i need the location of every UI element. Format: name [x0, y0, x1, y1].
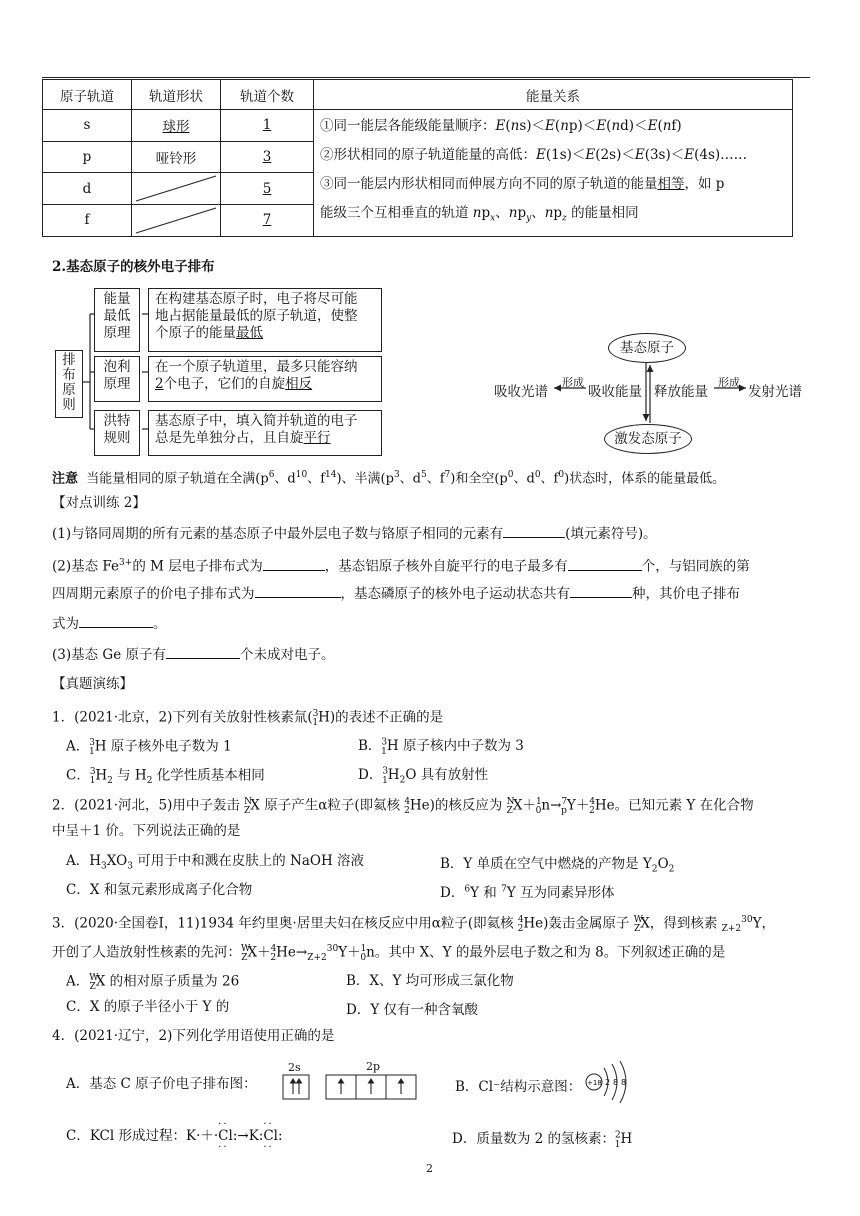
table-row [43, 110, 793, 142]
practice-title: 【对点训练 2】 [52, 495, 146, 511]
exam-q1-option-d: D．$^3_1H_2O$ 具有放射性 [358, 766, 489, 786]
th-count: 轨道个数 [221, 80, 314, 110]
exam-q3-option-b: B．X、Y 均可形成三氯化物 [346, 973, 514, 989]
cell-orbital: f [43, 205, 132, 237]
emit-spectrum-label: 发射光谱 [748, 384, 802, 400]
cell-orbital: d [43, 173, 132, 205]
note-line: 注意 当能量相同的原子轨道在全满($p^6$、$d^{10}$、$f^{14}$)、半满($p^3$、$d^5$、$f^7$)和全空($p^0$、$d^0$、$f^0$)状态时，体系的能量最低。 [52, 470, 726, 487]
table-top-rule [42, 77, 810, 78]
practice-q2c: 式为 。 [52, 616, 167, 632]
orbital-diagram [282, 1073, 442, 1103]
desc-line: 基态原子中，填入简并轨道的电子 [155, 413, 358, 429]
exam-title: 【真题演练】 [52, 676, 133, 692]
exam-q4-option-b: B．Cl⁻结构示意图： [455, 1079, 582, 1095]
cell-count: 1 [262, 117, 272, 134]
exam-q1-option-a: A．$^3_1$H 原子核外电子数为 1 [66, 738, 232, 758]
practice-q3: (3)基态 Ge 原子有 个未成对电子。 [52, 647, 335, 663]
chloride-structure-diagram [582, 1060, 642, 1104]
section-title: 2.基态原子的核外电子排布 [52, 259, 215, 275]
desc-line: 在构建基态原子时，电子将尽可能 [155, 291, 358, 307]
form-label-2: 形成 [718, 376, 740, 389]
exam-q1-stem: 1．(2021·北京，2)下列有关放射性核素氚($^3_1$H)的表述不正确的是 [52, 709, 444, 729]
practice-q1: (1)与铬同周期的所有元素的基态原子中最外层电子数与铬原子相同的元素有 (填元素符号)。 [52, 526, 657, 542]
energy-relations-cell [314, 110, 793, 237]
release-energy-label: 释放能量 [654, 384, 708, 400]
cell-shape-empty [132, 205, 221, 237]
th-orbital: 原子轨道 [43, 80, 132, 110]
ground-state-node: 基态原子 [608, 333, 686, 363]
cell-shape-empty [132, 173, 221, 205]
svg-text:+18: +18 [587, 1079, 602, 1087]
page-number: 2 [426, 1162, 433, 1175]
desc-line: 地占据能量最低的原子轨道，使整 [155, 308, 358, 324]
exam-q3-option-a: A．$^W_Z$X 的相对原子质量为 26 [66, 973, 240, 993]
exam-q2-option-d: D．$^6$Y 和 $^7$Y 互为同素异形体 [440, 884, 615, 901]
excited-state-node: 激发态原子 [604, 424, 692, 454]
absorb-energy-label: 吸收能量 [588, 384, 642, 400]
desc-line: 个原子的能量最低 [155, 325, 263, 341]
cell-shape: 哑铃形 [132, 141, 221, 173]
practice-q2a: (2)基态 $Fe^{3+}$的 M 层电子排布式为 ，基态铝原子核外自旋平行的电子最多有 个，与铝同族的第 [52, 558, 750, 575]
energy-line-4: 能级三个互相垂直的轨道 $np_x$、$np_y$、$np_z$ 的能量相同 [320, 205, 639, 224]
exam-q1-option-b: B．$^3_1$H 原子核内中子数为 3 [358, 737, 524, 757]
exam-q3-option-c: C．X 的原子半径小于 Y 的 [66, 999, 230, 1015]
exam-q3-stem-1: 3．(2020·全国卷Ⅰ，11)1934 年约里奥·居里夫妇在核反应中用α粒子(即氦核 $^4_2$He)轰击金属原子 $^W_Z$X，得到核素 $_{Z+2}^{30}$Y， [52, 915, 776, 935]
cell-count: 3 [262, 149, 272, 165]
desc-line: 总是先单独分占，且自旋平行 [155, 430, 331, 446]
energy-line-2: ②形状相同的原子轨道能量的高低：E(1s)＜E(2s)＜E(3s)＜E(4s)…… [320, 147, 748, 163]
svg-text:8: 8 [613, 1078, 619, 1087]
exam-q4-stem: 4．(2021·辽宁，2)下列化学用语使用正确的是 [52, 1028, 335, 1044]
th-energy: 能量关系 [314, 80, 793, 110]
cell-orbital: s [43, 110, 132, 142]
exam-q2-option-c: C．X 和氢元素形成离子化合物 [66, 882, 253, 898]
exam-q3-option-d: D．Y 仅有一种含氧酸 [346, 1002, 479, 1018]
exam-q2-option-b: B．Y 单质在空气中燃烧的产物是 $Y_2O_2$ [440, 856, 675, 875]
diagonal-line [132, 174, 220, 203]
note-label: 注意 [52, 471, 79, 487]
energy-line-1: ①同一能层各能级能量顺序：E(ns)＜E(np)＜E(nd)＜E(nf) [320, 118, 682, 134]
orbital-2s-label: 2s [288, 1061, 301, 1074]
desc-line: 在一个原子轨道里，最多只能容纳 [155, 359, 358, 375]
exam-q4-option-d: D．质量数为 2 的氢核素：$^2_1$H [452, 1130, 633, 1150]
table-header-row [43, 80, 793, 110]
cell-count: 7 [262, 212, 272, 229]
cell-shape: 球形 [162, 119, 190, 136]
desc-line: 2个电子，它们的自旋相反 [155, 376, 313, 392]
practice-q2b: 四周期元素原子的价电子排布式为 ，基态磷原子的核外电子运动状态共有 种，其价电子排布 [52, 586, 740, 602]
cell-count: 5 [262, 180, 272, 197]
th-shape: 轨道形状 [132, 80, 221, 110]
principle-desc-1 [148, 288, 382, 352]
exam-q1-option-c: C．$^3_1H_2$ 与 $H_2$ 化学性质基本相同 [66, 767, 265, 787]
absorb-spectrum-label: 吸收光谱 [494, 384, 548, 400]
form-label-1: 形成 [562, 376, 584, 389]
svg-text:2: 2 [605, 1078, 611, 1087]
orbital-2p-label: 2p [366, 1060, 381, 1073]
exam-q2-stem-2: 中呈＋1 价。下列说法正确的是 [52, 823, 241, 839]
exam-q4-option-a: A．基态 C 原子价电子排布图： [66, 1076, 257, 1092]
principle-name-3: 洪特规则 [94, 410, 140, 456]
cell-orbital: p [43, 141, 132, 173]
principle-name-2: 泡利原理 [94, 356, 140, 402]
principle-desc-3 [148, 410, 382, 456]
orbital-table [42, 79, 793, 237]
exam-q2-stem-1: 2．(2021·河北，5)用中子轰击 $^N_Z$X 原子产生α粒子(即氦核 $^4_2$He)的核反应为 $^N_Z$X＋$^1_0$n→$^7_p$Y＋$^4_2$He。已知元素 Y 在化合物 [52, 797, 754, 817]
exam-q4-option-c: C．KCl 形成过程：K·＋·Cl ·· ·· :→K:Cl ·· ·· : [66, 1119, 283, 1153]
exam-q3-stem-2: 开创了人造放射性核素的先河：$^W_ZX+^4_2He\to_{Z+2}^{30}Y+^1_0n$。其中 X、Y 的最外层电子数之和为 8。下列叙述正确的是 [52, 944, 726, 964]
energy-line-3: ③同一能层内形状相同而伸展方向不同的原子轨道的能量相等，如 p [320, 176, 725, 192]
exam-q2-option-a: A．$H_3XO_3$ 可用于中和溅在皮肤上的 NaOH 溶液 [66, 853, 365, 872]
root-principles-box: 排布原则 [55, 350, 83, 418]
principle-desc-2 [148, 356, 382, 402]
principle-name-1: 能量最低原理 [94, 288, 140, 352]
svg-text:8: 8 [621, 1078, 627, 1087]
diagonal-line [132, 206, 220, 235]
